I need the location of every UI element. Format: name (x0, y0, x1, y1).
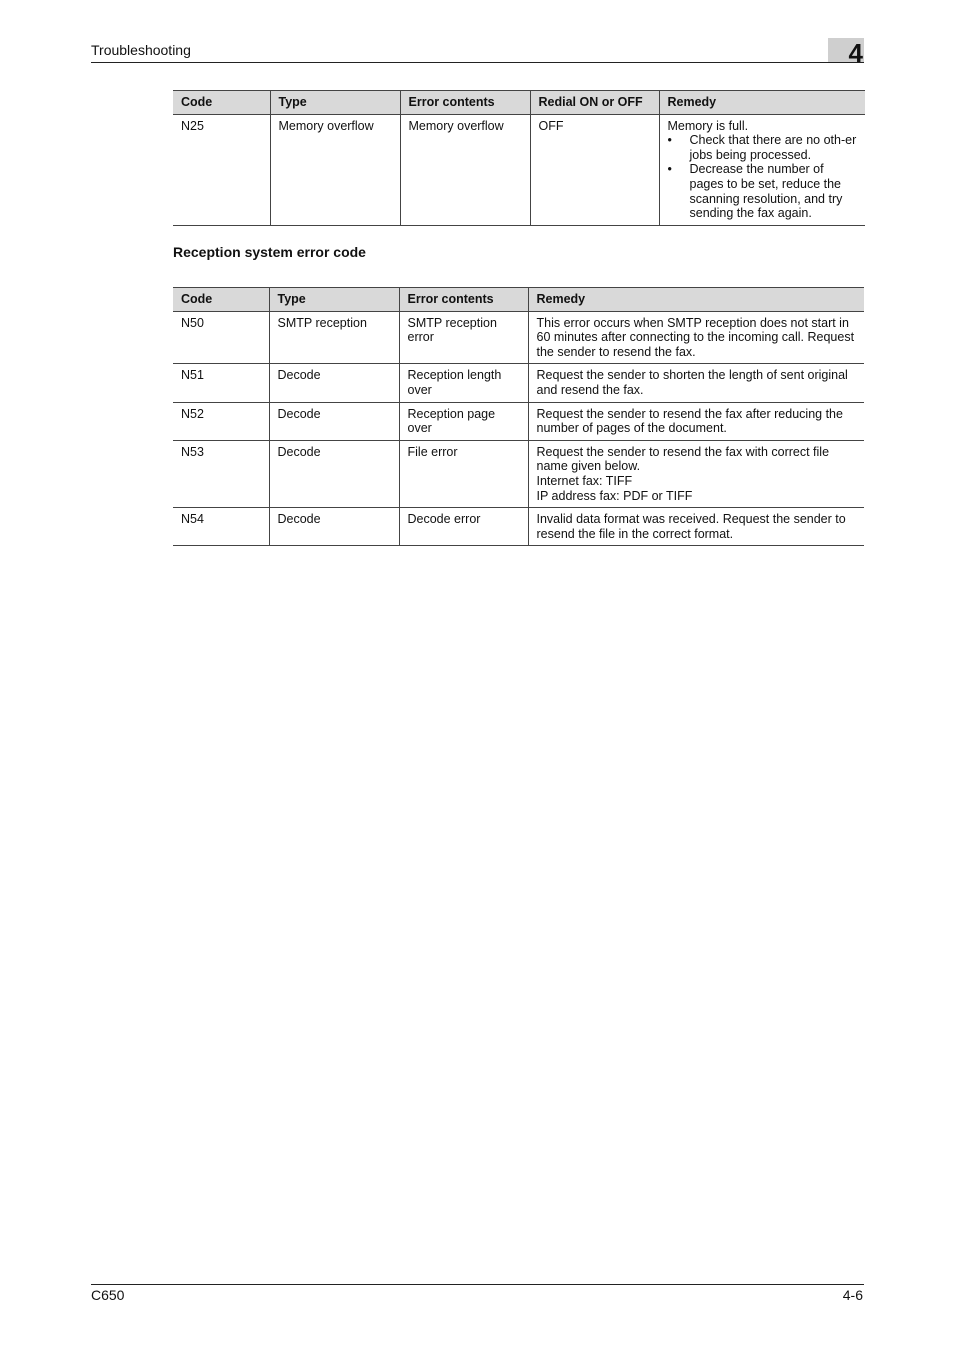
col-header-remedy: Remedy (528, 288, 864, 312)
cell-error-contents: Decode error (399, 508, 528, 546)
cell-code: N51 (173, 364, 269, 402)
col-header-code: Code (173, 288, 269, 312)
cell-error-contents: SMTP reception error (399, 311, 528, 364)
cell-error-contents: Reception page over (399, 402, 528, 440)
cell-code: N50 (173, 311, 269, 364)
cell-remedy (528, 440, 864, 507)
cell-type: Decode (269, 364, 399, 402)
table-header-row (173, 288, 864, 312)
cell-code: N53 (173, 440, 269, 507)
footer-divider (91, 1284, 864, 1285)
cell-remedy (528, 364, 864, 402)
remedy-intro: Memory is full. (667, 118, 749, 133)
col-header-redial: Redial ON or OFF (530, 91, 659, 115)
remedy-line: This error occurs when SMTP reception does not start in 60 minutes after connecting to the incoming call. Request the sender to resend the fax. (536, 315, 855, 359)
table-header-row (173, 91, 865, 115)
table-row (173, 311, 864, 364)
cell-redial: OFF (530, 114, 659, 225)
cell-code: N25 (173, 114, 270, 225)
table-row (173, 364, 864, 402)
col-header-error-contents: Error contents (400, 91, 530, 115)
col-header-error-contents: Error contents (399, 288, 528, 312)
cell-remedy (659, 114, 865, 225)
cell-remedy (528, 508, 864, 546)
remedy-line: IP address fax: PDF or TIFF (536, 488, 693, 503)
col-header-type: Type (269, 288, 399, 312)
transmission-error-table (173, 90, 865, 226)
table-row (173, 508, 864, 546)
cell-type: Decode (269, 508, 399, 546)
remedy-line: Request the sender to resend the fax with correct file name given below. (536, 444, 830, 474)
cell-error-contents: File error (399, 440, 528, 507)
remedy-bullet: • Decrease the number of pages to be set, reduce the scanning resolution, and try sending the fax again. (668, 162, 858, 220)
footer-page-number: 4-6 (842, 1287, 863, 1303)
table-row (173, 440, 864, 507)
cell-type: Decode (269, 440, 399, 507)
footer-model: C650 (91, 1287, 125, 1303)
remedy-bullet-list (668, 133, 858, 221)
header-divider (91, 62, 864, 63)
cell-type: Decode (269, 402, 399, 440)
remedy-line: Invalid data format was received. Request the sender to resend the file in the correct format. (536, 512, 846, 541)
cell-code: N52 (173, 402, 269, 440)
chapter-number: 4 (828, 38, 864, 63)
cell-remedy (528, 402, 864, 440)
col-header-remedy: Remedy (659, 91, 865, 115)
col-header-code: Code (173, 91, 270, 115)
remedy-line: Request the sender to shorten the length of sent original and resend the fax. (536, 368, 848, 397)
remedy-line: Request the sender to resend the fax after reducing the number of pages of the document. (536, 406, 843, 436)
table-row (173, 402, 864, 440)
cell-type: Memory overflow (270, 114, 400, 225)
cell-type: SMTP reception (269, 311, 399, 364)
cell-error-contents: Memory overflow (400, 114, 530, 225)
table-row (173, 114, 865, 225)
remedy-line: Internet fax: TIFF (536, 473, 633, 488)
col-header-type: Type (270, 91, 400, 115)
remedy-bullet: • Check that there are no oth-er jobs being processed. (668, 133, 858, 162)
section-heading: Reception system error code (173, 244, 366, 260)
cell-remedy (528, 311, 864, 364)
reception-error-table (173, 287, 864, 546)
cell-error-contents: Reception length over (399, 364, 528, 402)
header-title: Troubleshooting (91, 42, 191, 58)
cell-code: N54 (173, 508, 269, 546)
